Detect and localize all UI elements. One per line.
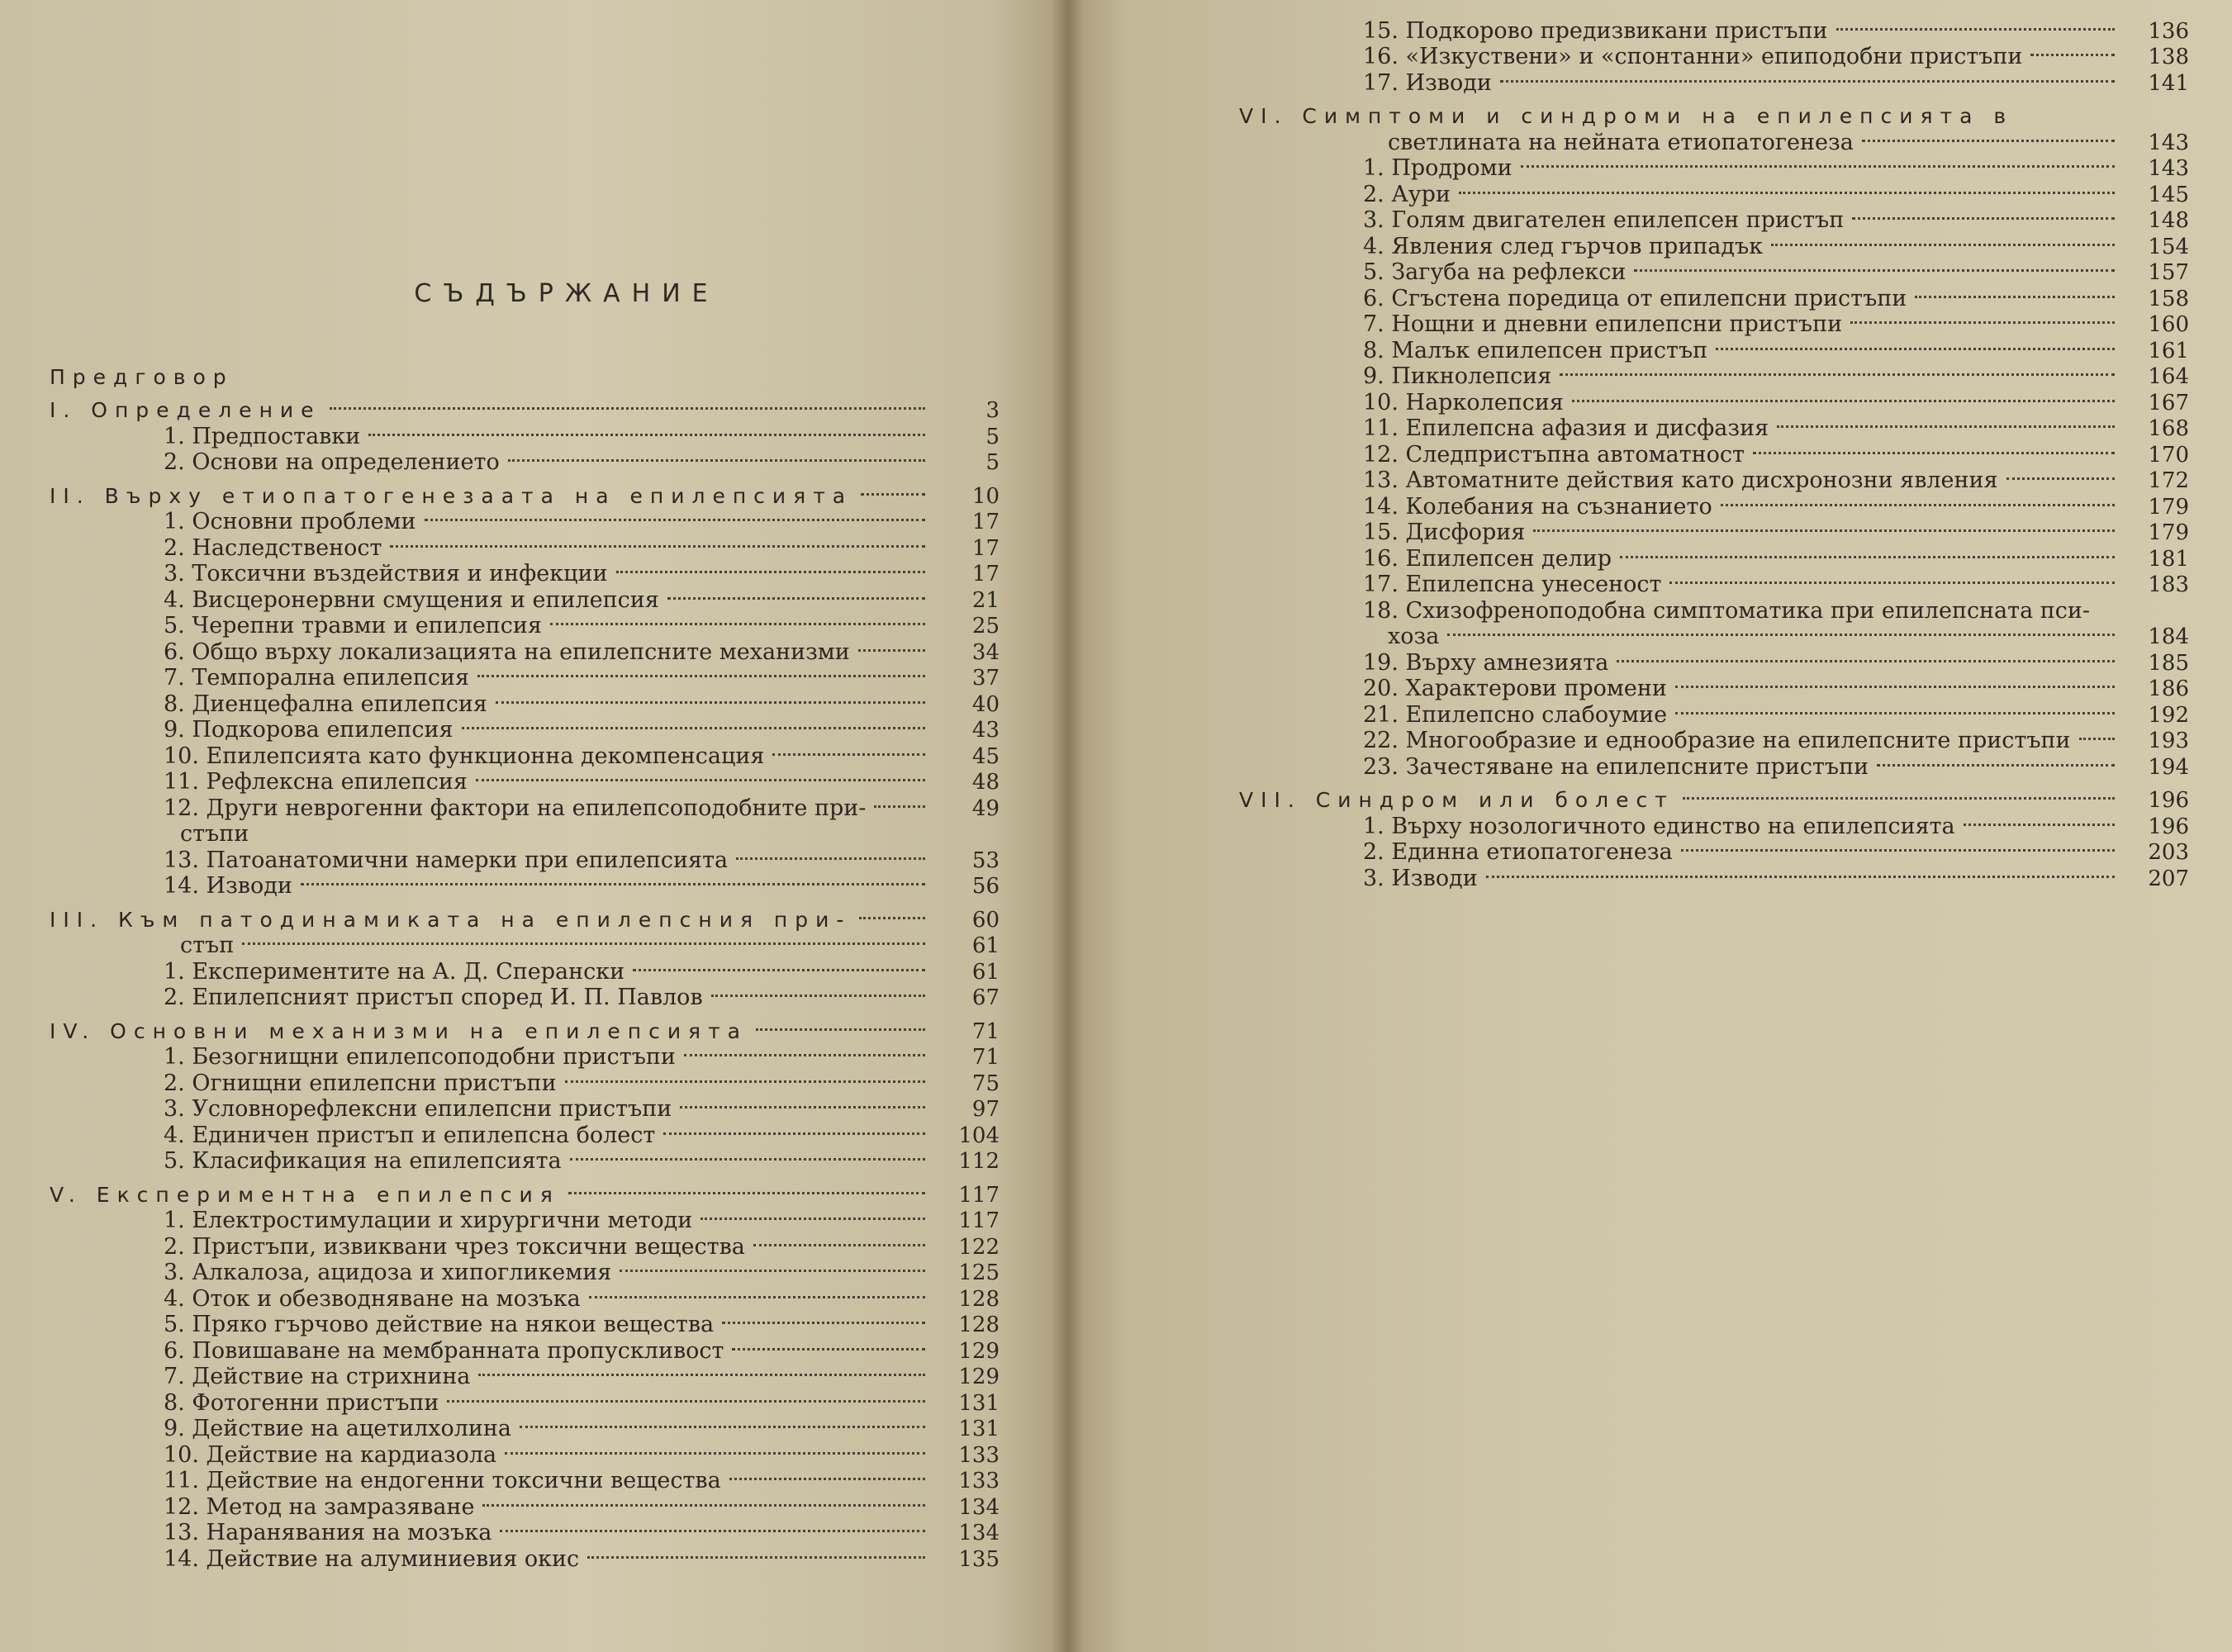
- dot-leader: [301, 867, 925, 894]
- toc-entry-label: 5. Класификация на епилепсията: [164, 1148, 562, 1174]
- dot-leader: [1459, 175, 2115, 202]
- dot-leader: [1877, 748, 2115, 774]
- toc-page-number: 117: [958, 1182, 1000, 1208]
- toc-entry-label: 2. Основи на определението: [164, 449, 500, 475]
- dot-leader: [1716, 331, 2115, 358]
- dot-leader: [620, 1254, 925, 1280]
- toc-entry-label: 13. Патоанатомични намерки при епилепсията: [164, 847, 729, 873]
- dot-leader: [1500, 64, 2115, 90]
- toc-entry-label: 3. Алкалоза, ацидоза и хипогликемия: [164, 1260, 612, 1285]
- toc-entry-label: 16. «Изкуствени» и «спонтанни» епиподобни пристъпи: [1363, 44, 2023, 69]
- toc-page-number: 148: [2148, 208, 2189, 233]
- toc-page-number: 128: [958, 1286, 1000, 1312]
- toc-page-number: 34: [971, 639, 1000, 665]
- toc-entry-label: светлината на нейната етиопатогенеза: [1388, 129, 1854, 155]
- toc-page-number: 185: [2148, 650, 2189, 676]
- toc-page-number: 207: [2148, 866, 2189, 891]
- dot-leader: [568, 1175, 925, 1202]
- dot-leader: [700, 1202, 925, 1228]
- toc-entry-label: 23. Зачестяване на епилепсните пристъпи: [1363, 753, 1869, 780]
- dot-leader: [425, 503, 925, 529]
- toc-page-number: 40: [971, 691, 1000, 717]
- toc-entry-label: V. Експериментна епилепсия: [50, 1182, 560, 1207]
- toc-entry-label: 2. Наследственост: [164, 534, 382, 561]
- dot-leader: [1521, 150, 2115, 176]
- toc-page-number: 158: [2148, 286, 2189, 311]
- toc-chapter: [50, 392, 1000, 423]
- toc-page-number: 168: [2148, 416, 2189, 441]
- toc-entry: [1239, 12, 2189, 44]
- dot-leader: [772, 737, 925, 763]
- dot-leader: [1681, 833, 2115, 860]
- toc-page-number: 56: [971, 874, 1000, 899]
- toc-page-number: 10: [971, 483, 1000, 509]
- toc-entry-label: 22. Многообразие и еднообразие на епилепсните пристъпи: [1363, 728, 2071, 753]
- toc-page-number: 129: [958, 1338, 1000, 1364]
- toc-chapter: [50, 477, 1000, 509]
- toc-entry-label: Предговор: [50, 364, 234, 389]
- toc-entry-label: 3. Условнорефлексни епилепсни пристъпи: [164, 1096, 672, 1122]
- toc-title: СЪДЪРЖАНИЕ: [414, 279, 719, 308]
- dot-leader: [667, 581, 925, 607]
- toc-page-number: 133: [958, 1469, 1000, 1493]
- toc-page-number: 193: [2148, 729, 2189, 753]
- dot-leader: [462, 711, 925, 738]
- toc-entry-label: 9. Пикнолепсия: [1363, 363, 1552, 389]
- dot-leader: [550, 607, 925, 634]
- toc-entry-label: 2. Пристъпи, извиквани чрез токсични вещества: [164, 1233, 745, 1260]
- dot-leader: [476, 763, 925, 790]
- toc-entry-label: 1. Електростимулации и хирургични методи: [164, 1208, 693, 1233]
- toc-entry-label: 3. Голям двигателен епилепсен пристъп: [1363, 207, 1845, 233]
- toc-page-number: 179: [2148, 494, 2189, 520]
- toc-entry-label: 14. Колебания на съзнанието: [1363, 493, 1712, 520]
- toc-chapter: [50, 358, 1000, 389]
- dot-leader: [330, 392, 925, 418]
- toc-page-number: 131: [958, 1390, 1000, 1416]
- dot-leader: [496, 685, 925, 711]
- dot-leader: [1572, 383, 2115, 410]
- toc-chapter: [1239, 97, 2189, 128]
- dot-leader: [390, 529, 925, 555]
- toc-entry-label: 15. Подкорово предизвикани пристъпи: [1363, 17, 1828, 44]
- dot-leader: [508, 444, 925, 470]
- toc-chapter: [50, 900, 1000, 933]
- dot-leader: [2030, 38, 2115, 64]
- toc-page-number: 186: [2148, 676, 2189, 701]
- toc-entry-label: 7. Темпорална епилепсия: [164, 665, 470, 691]
- toc-page-number: 167: [2148, 390, 2189, 415]
- toc-page-number: 5: [985, 450, 1000, 475]
- dot-leader: [1777, 410, 2115, 436]
- toc-page-number: 154: [2148, 234, 2189, 259]
- toc-entry-label: 2. Аури: [1363, 181, 1451, 207]
- toc-entry-label: 10. Действие на кардиазола: [164, 1441, 497, 1468]
- toc-page-number: 134: [958, 1494, 1000, 1520]
- dot-leader: [859, 900, 925, 927]
- toc-entry-label: 3. Изводи: [1363, 865, 1478, 891]
- toc-page-number: 53: [971, 847, 1000, 873]
- toc-entry-label: 1. Основни проблеми: [164, 509, 416, 534]
- toc-entry-label: 6. Общо върху локализацията на епилепсните механизми: [164, 638, 850, 665]
- toc-page-number: 60: [971, 907, 1000, 933]
- toc-page-number: 164: [2148, 364, 2189, 389]
- toc-entry-label: 21. Епилепсно слабоумие: [1363, 701, 1668, 728]
- toc-entry-label: 7. Нощни и дневни епилепсни пристъпи: [1363, 311, 1843, 337]
- toc-page-number: 181: [2148, 546, 2189, 572]
- toc-page-number: 49: [971, 795, 1000, 821]
- toc-page-number: 131: [958, 1417, 1000, 1441]
- dot-leader: [2006, 462, 2115, 488]
- toc-page-number: 3: [985, 398, 1000, 423]
- toc-left-list: [50, 350, 1000, 1572]
- toc-page-number: 128: [958, 1313, 1000, 1337]
- toc-entry-label: VII. Синдром или болест: [1239, 788, 1674, 812]
- toc-entry-label: 12. Други неврогенни фактори на епилепсоподобните при-: [164, 795, 867, 821]
- dot-leader: [722, 1306, 925, 1332]
- dot-leader: [478, 1358, 925, 1384]
- dot-leader: [1753, 435, 2115, 462]
- toc-page-number: 43: [971, 718, 1000, 743]
- toc-page-number: 125: [958, 1260, 1000, 1285]
- toc-entry-label: III. Към патодинамиката на епилепсния при-: [50, 907, 852, 932]
- dot-leader: [663, 1116, 925, 1142]
- dot-leader: [732, 1332, 925, 1358]
- dot-leader: [1850, 306, 2115, 332]
- dot-leader: [633, 952, 925, 979]
- toc-page-number: 135: [958, 1546, 1000, 1572]
- toc-entry-label: 1. Предпоставки: [164, 423, 361, 449]
- toc-chapter: [1239, 781, 2189, 813]
- dot-leader: [1915, 279, 2115, 306]
- toc-entry-label: 15. Дисфория: [1363, 520, 1526, 545]
- dot-leader: [1721, 487, 2115, 514]
- toc-entry-label: 4. Единичен пристъп и епилепсна болест: [164, 1122, 656, 1148]
- dot-leader: [874, 789, 925, 815]
- toc-entry-label: 8. Диенцефална епилепсия: [164, 691, 487, 717]
- toc-entry-label: 12. Следпристъпна автоматност: [1363, 441, 1745, 468]
- toc-page-number: 194: [2148, 754, 2189, 780]
- dot-leader: [1617, 643, 2115, 670]
- toc-entry-label: 8. Фотогенни пристъпи: [164, 1389, 439, 1416]
- toc-entry-label: 10. Епилепсията като функционна декомпенсация: [164, 743, 765, 769]
- toc-entry-label: хоза: [1388, 624, 1440, 649]
- dot-leader: [242, 927, 925, 953]
- dot-leader: [1675, 695, 2115, 722]
- dot-leader: [1862, 123, 2115, 150]
- toc-entry: [1239, 643, 2189, 676]
- toc-page-number: 61: [971, 959, 1000, 985]
- toc-page-number: 145: [2148, 182, 2189, 207]
- dot-leader: [1669, 566, 2115, 592]
- dot-leader: [500, 1514, 925, 1540]
- dot-leader: [477, 659, 925, 686]
- toc-page-number: 97: [971, 1097, 1000, 1122]
- toc-page-number: 184: [2148, 624, 2189, 649]
- dot-leader: [587, 1540, 925, 1566]
- toc-entry-label: 11. Епилепсна афазия и дисфазия: [1363, 415, 1769, 441]
- toc-entry-label: 11. Рефлексна епилепсия: [164, 769, 468, 795]
- toc-page-number: 136: [2148, 18, 2189, 44]
- dot-leader: [257, 815, 925, 842]
- toc-entry-label: 5. Черепни травми и епилепсия: [164, 613, 542, 638]
- toc-page-number: 141: [2148, 70, 2189, 96]
- dot-leader: [1447, 618, 2115, 644]
- toc-page-number: 21: [971, 587, 1000, 613]
- toc-entry-label: IV. Основни механизми на епилепсията: [50, 1018, 748, 1043]
- toc-page-number: 133: [958, 1442, 1000, 1468]
- toc-page-number: 134: [958, 1521, 1000, 1545]
- toc-entry-label: I. Определение: [50, 398, 321, 422]
- toc-entry-label: 1. Върху нозологичното единство на епилепсията: [1363, 813, 1955, 839]
- toc-chapter: [50, 1175, 1000, 1208]
- toc-page-number: 17: [971, 562, 1000, 586]
- toc-page-number: 25: [971, 614, 1000, 638]
- toc-entry-label: стъп: [180, 933, 235, 958]
- dot-leader: [570, 1142, 925, 1169]
- dot-leader: [1533, 514, 2115, 540]
- dot-leader: [2098, 591, 2115, 618]
- toc-entry-label: 7. Действие на стрихнина: [164, 1364, 471, 1389]
- toc-right-list: [1239, 12, 2189, 891]
- toc-entry-label: VI. Симптоми и синдроми на епилепсията в: [1239, 104, 2014, 128]
- toc-entry-label: 4. Оток и обезводняване на мозъка: [164, 1285, 581, 1312]
- toc-entry-label: 6. Сгъстена поредица от епилепсни пристъпи: [1363, 285, 1907, 311]
- toc-page-number: 75: [971, 1070, 1000, 1096]
- dot-leader: [1683, 781, 2115, 808]
- toc-page-number: 37: [971, 666, 1000, 691]
- dot-leader: [729, 1462, 925, 1488]
- toc-entry-label: 19. Върху амнезията: [1363, 649, 1609, 676]
- book-gutter: [1051, 0, 1084, 1652]
- toc-entry-label: 9. Действие на ацетилхолина: [164, 1416, 512, 1441]
- toc-page-number: 71: [971, 1045, 1000, 1070]
- toc-entry-label: 14. Изводи: [164, 873, 292, 899]
- toc-page-number: 112: [958, 1149, 1000, 1174]
- dot-leader: [1634, 254, 2115, 280]
- toc-entry-label: 3. Токсични въздействия и инфекции: [164, 561, 608, 586]
- dot-leader: [753, 1227, 925, 1254]
- dot-leader: [1771, 227, 2115, 254]
- toc-page-number: 192: [2148, 702, 2189, 728]
- toc-entry-label: 11. Действие на ендогенни токсични вещества: [164, 1468, 721, 1493]
- toc-entry-label: 9. Подкорова епилепсия: [164, 717, 454, 743]
- dot-leader: [684, 1038, 925, 1065]
- toc-page-number: 143: [2148, 156, 2189, 181]
- dot-leader: [2079, 722, 2116, 748]
- toc-entry-label: 1. Безогнищни епилепсоподобни пристъпи: [164, 1044, 676, 1070]
- toc-chapter: [50, 1012, 1000, 1044]
- dot-leader: [616, 555, 925, 582]
- toc-entry-label: II. Върху етиопатогенезаата на епилепсията: [50, 483, 853, 508]
- toc-page-number: 183: [2148, 572, 2189, 597]
- toc-entry-label: 2. Епилепсният пристъп според И. П. Павлов: [164, 985, 703, 1010]
- dot-leader: [1620, 539, 2115, 566]
- toc-page-number: 172: [2148, 468, 2189, 493]
- toc-entry-label: 4. Явления след гърчов припадък: [1363, 233, 1764, 259]
- toc-entry-label: 13. Автоматните действия като дисхронозни явления: [1363, 468, 1998, 493]
- toc-entry-label: 4. Висцеронервни смущения и епилепсия: [164, 586, 659, 613]
- dot-leader: [1560, 358, 2115, 384]
- toc-page-number: 71: [971, 1018, 1000, 1044]
- dot-leader: [505, 1436, 925, 1462]
- toc-page-number: 45: [971, 743, 1000, 769]
- toc-entry-label: 1. Експериментите на А. Д. Сперански: [164, 958, 625, 985]
- toc-entry-label: стъпи: [180, 821, 249, 847]
- dot-leader: [2021, 97, 2115, 124]
- dot-leader: [589, 1279, 925, 1306]
- dot-leader: [756, 1012, 925, 1038]
- dot-leader: [861, 477, 925, 503]
- toc-entry-label: 14. Действие на алуминиевия окис: [164, 1545, 580, 1572]
- toc-page-number: 138: [2148, 45, 2189, 69]
- toc-entry-label: 1. Продроми: [1363, 155, 1513, 181]
- dot-leader: [858, 633, 925, 659]
- dot-leader: [1675, 670, 2115, 696]
- toc-page-number: 61: [971, 933, 1000, 958]
- toc-page-number: 67: [971, 985, 1000, 1010]
- toc-entry-label: 16. Епилепсен делир: [1363, 545, 1612, 572]
- dot-leader: [1486, 859, 2115, 885]
- toc-page-number: 48: [971, 770, 1000, 795]
- toc-page-number: 143: [2148, 130, 2189, 155]
- toc-page-number: 17: [971, 535, 1000, 561]
- dot-leader: [447, 1384, 925, 1410]
- toc-page-number: 179: [2148, 520, 2189, 545]
- dot-leader: [1964, 807, 2115, 833]
- dot-leader: [565, 1064, 925, 1090]
- dot-leader: [482, 1488, 925, 1514]
- toc-entry: [1239, 150, 2189, 181]
- dot-leader: [242, 358, 925, 384]
- toc-entry-label: 20. Характерови промени: [1363, 676, 1667, 701]
- toc-entry-label: 2. Огнищни епилепсни пристъпи: [164, 1070, 557, 1096]
- toc-entry-label: 17. Изводи: [1363, 69, 1492, 96]
- toc-page-number: 161: [2148, 338, 2189, 363]
- toc-entry-label: 13. Наранявания на мозъка: [164, 1520, 492, 1545]
- toc-page-number: 122: [958, 1234, 1000, 1260]
- toc-entry-label: 5. Пряко гърчово действие на някои вещества: [164, 1312, 715, 1337]
- dot-leader: [736, 841, 925, 867]
- toc-page-number: 203: [2148, 840, 2189, 865]
- toc-page-number: 157: [2148, 260, 2189, 285]
- toc-entry-label: 5. Загуба на рефлекси: [1363, 259, 1627, 285]
- toc-page-number: 5: [985, 424, 1000, 449]
- dot-leader: [368, 417, 925, 444]
- dot-leader: [711, 979, 925, 1005]
- toc-entry-label: 18. Схизофреноподобна симптоматика при епилепсната пси-: [1363, 597, 2091, 624]
- toc-page-number: 160: [2148, 312, 2189, 337]
- dot-leader: [520, 1410, 925, 1436]
- toc-entry-label: 12. Метод на замразяване: [164, 1493, 475, 1520]
- toc-page-number: 104: [958, 1123, 1000, 1148]
- toc-page-number: 170: [2148, 442, 2189, 468]
- dot-leader: [1836, 12, 2115, 38]
- toc-page-number: 129: [958, 1365, 1000, 1389]
- toc-page-number: 196: [2148, 788, 2189, 813]
- toc-entry-label: 17. Епилепсна унесеност: [1363, 572, 1662, 597]
- toc-page-number: 17: [971, 510, 1000, 534]
- dot-leader: [1852, 202, 2115, 228]
- dot-leader: [680, 1090, 925, 1117]
- toc-page-number: 196: [2148, 814, 2189, 839]
- toc-entry-label: 10. Нарколепсия: [1363, 389, 1564, 415]
- toc-page-number: 117: [958, 1208, 1000, 1233]
- toc-entry-label: 8. Малък епилепсен пристъп: [1363, 337, 1708, 363]
- toc-entry-label: 6. Повишаване на мембранната пропускливост: [164, 1337, 724, 1364]
- toc-entry-label: 2. Единна етиопатогенеза: [1363, 839, 1673, 865]
